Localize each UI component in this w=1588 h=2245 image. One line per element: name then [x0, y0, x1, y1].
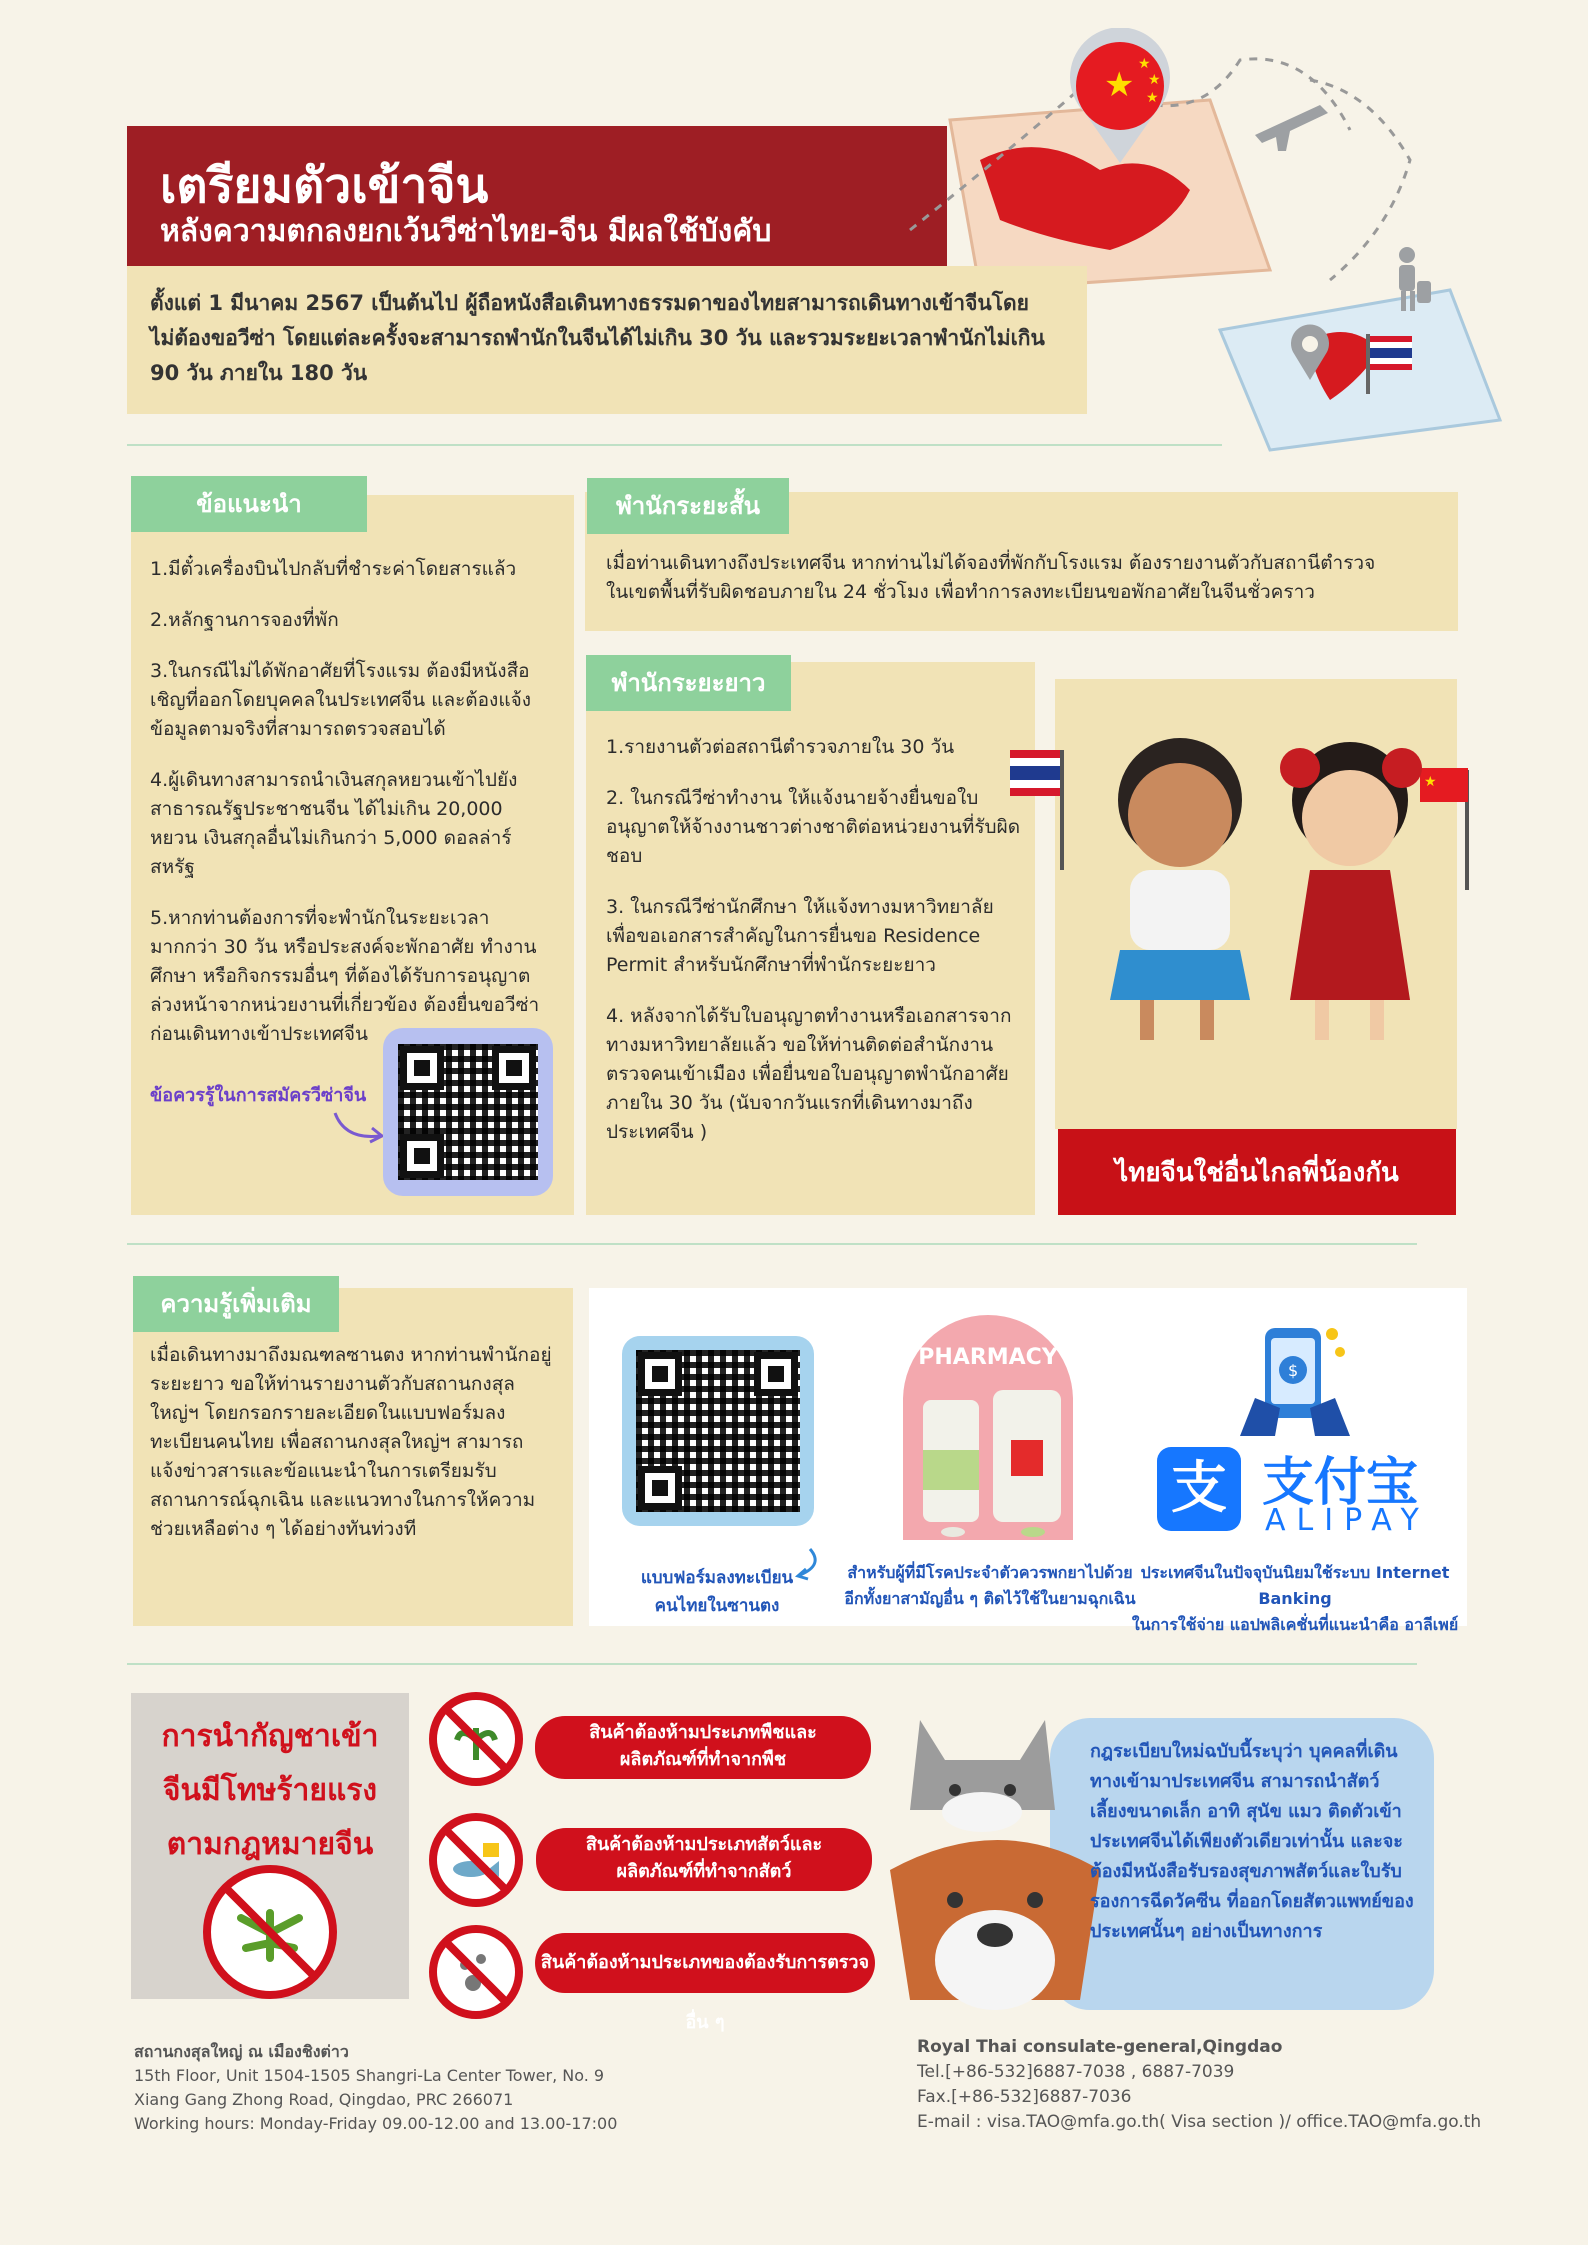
page-subtitle: หลังความตกลงยกเว้นวีซ่าไทย-จีน มีผลใช้บังคับ: [160, 214, 772, 249]
list-item: 5.หากท่านต้องการที่จะพำนักในระยะเวลามากกว่า 30 วัน หรือประสงค์จะพักอาศัย ทำงาน ศึกษา หรือกิจกรรมอื่นๆ ที่ต้องได้รับการอนุญาตล่วงหน้าจากหน่วยงานที่เกี่ยวข้อง ต้องยื่นขอวีซ่าก่อนเดินทางเข้าประเทศจีน: [150, 907, 540, 1045]
qr-finder: [754, 1352, 798, 1396]
svg-text:★: ★: [1146, 90, 1159, 106]
pharmacy-illustration: [893, 1300, 1083, 1550]
list-item: 3.ในกรณีไม่ได้พักอาศัยที่โรงแรม ต้องมีหนังสือเชิญที่ออกโดยบุคคลในประเทศจีน และต้องแจ้งข้อมูลตามจริงที่สามารถตรวจสอบได้: [150, 660, 531, 740]
svg-text:★: ★: [1104, 65, 1135, 105]
label-line: ผลิตภัณฑ์ที่ทำจากสัตว์: [616, 1861, 792, 1882]
thai-flag-pin-icon: [1360, 330, 1420, 400]
phone-payment-icon: [1240, 1318, 1350, 1436]
consulate-name-th: สถานกงสุลใหญ่ ณ เมืองชิงต่าว: [134, 2042, 349, 2061]
animal-prohibited-label: [536, 1828, 872, 1891]
children-illustration: [1010, 720, 1470, 1070]
address-line: Xiang Gang Zhong Road, Qingdao, PRC 266071: [134, 2090, 514, 2109]
pets-info-text: กฎระเบียบใหม่ฉบับนี้ระบุว่า บุคคลที่เดินทางเข้ามาประเทศจีน สามารถนำสัตว์เลี้ยงขนาดเล็ก อาทิ สุนัข แมว ติดตัวเข้าประเทศจีนได้เพียงตัวเดียวเท่านั้น และจะต้องมีหนังสือรับรองสุขภาพสัตว์และใบรับรองการฉีดวัคซีน ที่ออกโดยสัตวแพทย์ของประเทศนั้นๆ อย่างเป็นทางการ: [1090, 1741, 1414, 1942]
qr-finder: [400, 1134, 444, 1178]
knowledge-text: เมื่อเดินทางมาถึงมณฑลซานตง หากท่านพำนักอยู่ระยะยาว ขอให้ท่านรายงานตัวกับสถานกงสุลใหญ่ฯ โดยกรอกรายละเอียดในแบบฟอร์มลงทะเบียนคนไทย เพื่อสถานกงสุลใหญ่ฯ สามารถแจ้งข่าวสารและข้อแนะนำในการเตรียมรับสถานการณ์ฉุกเฉิน และแนวทางในการให้ความช่วยเหลือต่าง ๆ ได้อย่างทันท่วงที: [150, 1344, 552, 1540]
cannabis-ban-icon: [203, 1865, 337, 1999]
list-item: 4.ผู้เดินทางสามารถนำเงินสกุลหยวนเข้าไปยังสาธารณรัฐประชาชนจีน ได้ไม่เกิน 20,000 หยวน เงินสกุลอื่นไม่เกินกว่า 5,000 ดอลล่าร์สหรัฐ: [150, 769, 518, 878]
list-item: 4. หลังจากได้รับใบอนุญาตทำงานหรือเอกสารจากทางมหาวิทยาลัยแล้ว ขอให้ท่านติดต่อสำนักงานตรวจคนเข้าเมือง เพื่อยื่นขอใบอนุญาตพำนักอาศัย ภายใน 30 วัน (นับจากวันแรกที่เดินทางมาถึงประเทศจีน ): [606, 1005, 1012, 1143]
traveler-icon: [1385, 245, 1435, 315]
alipay-logo: 支: [1157, 1447, 1241, 1531]
list-item: 3. ในกรณีวีซ่านักศึกษา ให้แจ้งทางมหาวิทยาลัยเพื่อขอเอกสารสำคัญในการยื่นขอ Residence Permit สำหรับนักศึกษาที่พำนักระยะยาว: [606, 896, 994, 976]
list-item: 2.หลักฐานการจองที่พัก: [150, 609, 339, 631]
caption-line: ในการใช้จ่าย แอปพลิเคชั่นที่แนะนำคือ อาลีเพย์: [1131, 1615, 1459, 1634]
working-hours: Working hours: Monday-Friday 09.00-12.00 and 13.00-17:00: [134, 2114, 618, 2133]
list-item: 1.มีตั๋วเครื่องบินไปกลับที่ชำระค่าโดยสารแล้ว: [150, 558, 517, 580]
alipay-caption: [1128, 1560, 1462, 1638]
footer-contact: [917, 2035, 1481, 2135]
list-item: 1.รายงานตัวต่อสถานีตำรวจภายใน 30 วัน: [606, 736, 955, 758]
inspection-prohibited-label: สินค้าต้องห้ามประเภทของต้องรับการตรวจอื่น ๆ: [535, 1933, 875, 1993]
telephone[interactable]: Tel.[+86-532]6887-7038 , 6887-7039: [917, 2062, 1235, 2082]
divider: [127, 1243, 1417, 1245]
svg-text:★: ★: [1148, 72, 1161, 88]
qr-finder: [638, 1352, 682, 1396]
warning-line: การนำกัญชาเข้า: [161, 1719, 379, 1754]
warning-line: จีนมีโทษร้ายแรง: [162, 1773, 378, 1808]
svg-text:$: $: [1288, 1361, 1299, 1380]
warning-line: ตามกฎหมายจีน: [166, 1827, 374, 1862]
page-title: เตรียมตัวเข้าจีน: [160, 158, 489, 214]
china-pin-icon: [1060, 28, 1180, 168]
svg-text:★: ★: [1424, 774, 1437, 790]
svg-text:★: ★: [1138, 56, 1151, 72]
short-stay-text: เมื่อท่านเดินทางถึงประเทศจีน หากท่านไม่ได้จองที่พักกับโรงแรม ต้องรายงานตัวกับสถานีตำรวจในเขตพื้นที่รับผิดชอบภายใน 24 ชั่วโมง เพื่อทำการลงทะเบียนขอพักอาศัยในจีนชั่วคราว: [606, 552, 1376, 603]
fax: Fax.[+86-532]6887-7036: [917, 2087, 1132, 2107]
qr-finder: [638, 1466, 682, 1510]
qr-finder: [400, 1046, 444, 1090]
short-stay-tab: พำนักระยะสั้น: [587, 478, 789, 534]
airplane-icon: [1250, 95, 1330, 155]
consulate-name-en: Royal Thai consulate-general,Qingdao: [917, 2037, 1283, 2057]
caption-line: อีกทั้งยาสามัญอื่น ๆ ติดไว้ใช้ในยามฉุกเฉิน: [844, 1589, 1136, 1608]
caption-line: แบบฟอร์มลงทะเบียน: [640, 1568, 794, 1588]
plant-ban-icon: [429, 1692, 523, 1786]
register-qr-caption[interactable]: [622, 1564, 812, 1620]
knowledge-tab: ความรู้เพิ่มเติม: [133, 1276, 339, 1332]
location-pin-icon: [1285, 322, 1335, 382]
label-line: สินค้าต้องห้ามประเภทสัตว์และ: [585, 1834, 823, 1855]
label-line: สินค้าต้องห้ามประเภทพืชและ: [589, 1722, 817, 1743]
arrow-icon: [790, 1545, 830, 1585]
arrow-icon: [330, 1108, 390, 1144]
long-stay-list: [606, 733, 1021, 1169]
friendship-banner-text: ไทยจีนใช่อื่นไกลพี่น้องกัน: [1115, 1158, 1399, 1188]
footer-address: [134, 2040, 617, 2136]
caption-line: คนไทยในซานตง: [654, 1596, 780, 1616]
divider: [127, 444, 1222, 446]
register-qr-code[interactable]: [636, 1350, 800, 1512]
pharmacy-sign: PHARMACY: [918, 1345, 1058, 1370]
qr-finder: [492, 1046, 536, 1090]
advice-tab: ข้อแนะนำ: [131, 476, 367, 532]
plant-prohibited-label: [535, 1716, 871, 1779]
email[interactable]: E-mail : visa.TAO@mfa.go.th( Visa section )/ office.TAO@mfa.go.th: [917, 2112, 1482, 2132]
intro-text: ตั้งแต่ 1 มีนาคม 2567 เป็นต้นไป ผู้ถือหนังสือเดินทางธรรมดาของไทยสามารถเดินทางเข้าจีนโดยไม่ต้องขอวีซ่า โดยแต่ละครั้งจะสามารถพำนักในจีนได้ไม่เกิน 30 วัน และรวมระยะเวลาพำนักไม่เกิน 90 วัน ภายใน 180 วัน: [150, 291, 1045, 385]
advice-list: [150, 555, 555, 1071]
cannabis-warning-text: [131, 1710, 409, 1872]
long-stay-tab: พำนักระยะยาว: [586, 655, 791, 711]
inspection-ban-icon: [429, 1925, 523, 2019]
alipay-chinese-name: 支付宝: [1262, 1453, 1419, 1513]
label-line: ผลิตภัณฑ์ที่ทำจากพืช: [619, 1749, 787, 1770]
alipay-english-name: ALIPAY: [1265, 1503, 1430, 1538]
caption-line: ประเทศจีนในปัจจุบันนิยมใช้ระบบ Internet Banking: [1140, 1563, 1450, 1608]
caption-line: สำหรับผู้ที่มีโรคประจำตัวควรพกยาไปด้วย: [847, 1563, 1133, 1582]
pharmacy-caption: [840, 1560, 1140, 1612]
list-item: 2. ในกรณีวีซ่าทำงาน ให้แจ้งนายจ้างยื่นขอใบอนุญาตให้จ้างงานชาวต่างชาติต่อหน่วยงานที่รับผิดชอบ: [606, 787, 1021, 867]
animal-product-ban-icon: [429, 1813, 523, 1907]
visa-qr-caption[interactable]: ข้อควรรู้ในการสมัครวีซ่าจีน: [150, 1085, 367, 1106]
divider: [127, 1663, 1417, 1665]
visa-qr-code[interactable]: [398, 1044, 538, 1180]
address-line: 15th Floor, Unit 1504-1505 Shangri-La Center Tower, No. 9: [134, 2066, 605, 2085]
